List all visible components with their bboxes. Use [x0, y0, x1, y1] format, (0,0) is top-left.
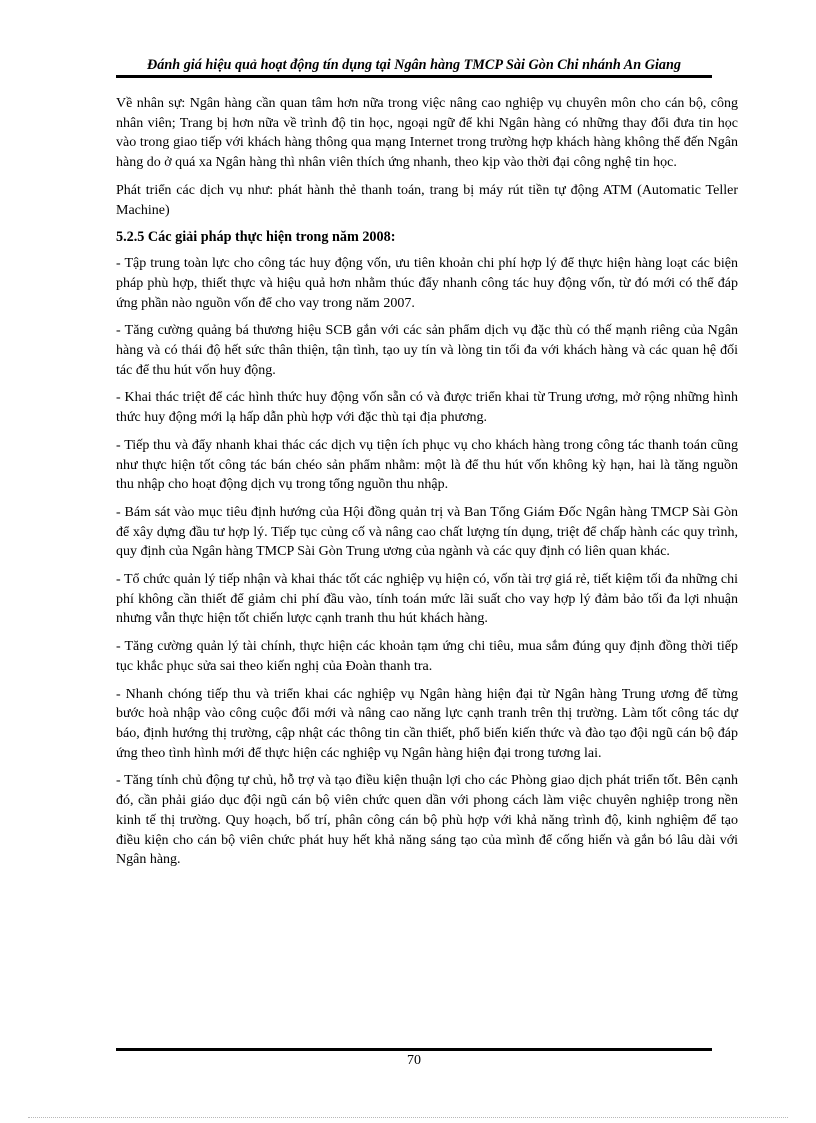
solution-item: - Tăng tính chủ động tự chủ, hỗ trợ và tạo điều kiện thuận lợi cho các Phòng giao dịch phát triển tốt. Bên cạnh đó, cần phải giáo dục đội ngũ cán bộ viên chức quen dần với phong cách làm việc chuyên nghiệp trong nền kinh tế thị trường. Quy hoạch, bố trí, phân công cán bộ phù hợp với khả năng trình độ, kinh nghiệm để tạo điều kiện cho cán bộ viên chức phát huy hết khả năng sáng tạo của mình để cống hiến và gắn bó lâu dài với Ngân hàng. — [116, 773, 738, 868]
solution-item: - Tăng cường quảng bá thương hiệu SCB gắn với các sản phẩm dịch vụ đặc thù có thế mạnh riêng của Ngân hàng và có thái độ hết sức thân thiện, tận tình, tạo uy tín và lòng tin tối đa với khách hàng và các quan hệ đối tác để thu hút vốn huy động. — [116, 323, 738, 378]
section-heading: 5.2.5 Các giải pháp thực hiện trong năm 2008: — [116, 229, 396, 246]
solution-item: - Tổ chức quản lý tiếp nhận và khai thác tốt các nghiệp vụ hiện có, vốn tài trợ giá rẻ, tiết kiệm tối đa những chi phí không cần thiết để giảm chi phí đầu vào, tính toán mức lãi suất cho vay hợp lý đảm bảo tối đa lợi nhuận nhưng vẫn thực hiện tốt chiến lược cạnh tranh thu hút khách hàng. — [116, 572, 738, 627]
page-number: 70 — [407, 1053, 421, 1068]
page-header-title: Đánh giá hiệu quả hoạt động tín dụng tại Ngân hàng TMCP Sài Gòn Chi nhánh An Giang — [147, 57, 681, 73]
solution-item: - Tập trung toàn lực cho công tác huy động vốn, ưu tiên khoản chi phí hợp lý để thực hiện hàng loạt các biện pháp phù hợp, thiết thực và hiệu quả hơn nhằm thúc đẩy nhanh công tác huy động vốn, từ đó mới có thể đáp ứng phần nào nguồn vốn để cho vay trong năm 2007. — [116, 256, 738, 311]
solution-item: - Khai thác triệt để các hình thức huy động vốn sẵn có và được triển khai từ Trung ương, mở rộng những hình thức huy động mới lạ hấp dẫn phù hợp với đặc thù tại địa phương. — [116, 390, 738, 426]
page-content — [116, 94, 738, 878]
solution-item: - Bám sát vào mục tiêu định hướng của Hội đồng quản trị và Ban Tổng Giám Đốc Ngân hàng TMCP Sài Gòn để xây dựng đầu tư hợp lý. Tiếp tục củng cố và nâng cao chất lượng tín dụng, triệt để chấp hành các quy trình, quy định của Ngân hàng TMCP Sài Gòn Trung ương của ngành và các quy định có liên quan khác. — [116, 504, 738, 560]
solution-item: - Tăng cường quản lý tài chính, thực hiện các khoản tạm ứng chi tiêu, mua sắm đúng quy định đồng thời tiếp tục khắc phục sửa sai theo kiến nghị của Đoàn thanh tra. — [116, 639, 738, 674]
solution-item: - Nhanh chóng tiếp thu và triển khai các nghiệp vụ Ngân hàng hiện đại từ Ngân hàng Trung ương để từng bước hoà nhập vào công cuộc đổi mới và nâng cao năng lực cạnh tranh trên thị trường. Làm tốt công tác dự báo, định hướng thị trường, cập nhật các thông tin cần thiết, phổ biến kiến thức và đào tạo đội ngũ cán bộ đáp ứng theo tình hình mới để thực hiện các nghiệp vụ Ngân hàng hiện đại trong tương lai. — [116, 686, 738, 761]
solution-item: - Tiếp thu và đẩy nhanh khai thác các dịch vụ tiện ích phục vụ cho khách hàng trong công tác thanh toán cũng như thực hiện tốt công tác bán chéo sản phẩm nhằm: một là để thu hút vốn không kỳ hạn, hai là tăng nguồn thu nhập cho hoạt động dịch vụ trong tổng nguồn thu nhập. — [116, 437, 738, 493]
paragraph-services: Phát triển các dịch vụ như: phát hành thẻ thanh toán, trang bị máy rút tiền tự động ATM (Automatic Teller Machine) — [116, 182, 738, 218]
footer-divider — [116, 1048, 712, 1051]
page-bottom-border — [28, 1117, 788, 1118]
paragraph-staffing: Về nhân sự: Ngân hàng cần quan tâm hơn nữa trong việc nâng cao nghiệp vụ chuyên môn cho cán bộ, công nhân viên; Trang bị hơn nữa về trình độ tin học, ngoại ngữ để khi Ngân hàng có những thay đổi đưa tin học vào trong giao tiếp với khách hàng thông qua mạng Internet trong trường hợp khách hàng không thể đến Ngân hàng do ở quá xa Ngân hàng thì nhân viên thích ứng nhanh, theo kịp vào thời đại công nghệ tin học. — [116, 96, 738, 171]
header-divider — [116, 75, 712, 78]
